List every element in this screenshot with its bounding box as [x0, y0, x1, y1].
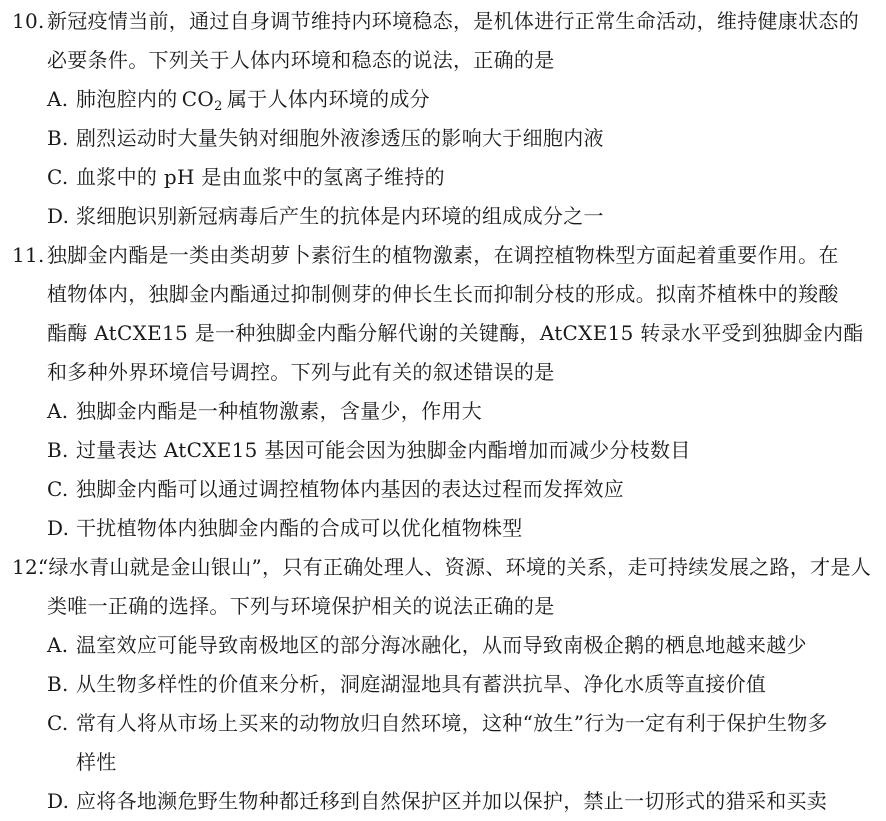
question-11-option-b	[0, 431, 886, 470]
question-11-stem-line-3	[0, 314, 886, 353]
question-10-stem-line-1	[0, 2, 886, 41]
option-text: 常有人将从市场上买来的动物放归自然环境，这种“放生”行为一定有利于保护生物多	[76, 711, 828, 735]
question-12-option-c-continuation	[0, 743, 886, 782]
question-10-stem-line-2	[0, 41, 886, 80]
question-10-option-a	[0, 80, 886, 119]
question-stem-text: 类唯一正确的选择。下列与环境保护相关的说法正确的是	[47, 594, 555, 618]
option-label: A.	[47, 633, 69, 657]
option-label: D.	[47, 516, 70, 540]
option-text: 剧烈运动时大量失钠对细胞外液渗透压的影响大于细胞内液	[76, 126, 604, 150]
question-12-option-b	[0, 665, 886, 704]
question-11-option-a	[0, 392, 886, 431]
question-stem-text: 酯酶 AtCXE15 是一种独脚金内酯分解代谢的关键酶，AtCXE15 转录水平受到独脚金内酯	[47, 321, 864, 345]
option-text: 温室效应可能导致南极地区的部分海冰融化，从而导致南极企鹅的栖息地越来越少	[76, 633, 807, 657]
question-11-option-d	[0, 509, 886, 548]
option-label: A.	[47, 399, 69, 423]
option-label: C.	[47, 477, 69, 501]
question-stem-text: 植物体内，独脚金内酯通过抑制侧芽的伸长生长而抑制分枝的形成。拟南芥植株中的羧酸	[47, 282, 839, 306]
question-number: 11.	[12, 243, 45, 267]
option-text: 应将各地濒危野生物种都迁移到自然保护区并加以保护，禁止一切形式的猎采和买卖	[76, 789, 828, 813]
question-stem-text: “绿水青山就是金山银山”，只有正确处理人、资源、环境的关系，走可持续发展之路，才是人	[38, 555, 872, 579]
option-text: 独脚金内酯可以通过调控植物体内基因的表达过程而发挥效应	[76, 477, 625, 501]
option-label: C.	[47, 711, 69, 735]
question-11-stem-line-4	[0, 353, 886, 392]
question-10-option-b	[0, 119, 886, 158]
option-text: 干扰植物体内独脚金内酯的合成可以优化植物株型	[76, 516, 523, 540]
question-10-option-c	[0, 158, 886, 197]
question-12-option-d	[0, 782, 886, 821]
question-10-option-d	[0, 197, 886, 236]
option-label: D.	[47, 789, 70, 813]
option-label: D.	[47, 204, 70, 228]
option-label: B.	[47, 672, 69, 696]
question-number: 12.	[12, 555, 45, 579]
option-text: 过量表达 AtCXE15 基因可能会因为独脚金内酯增加而减少分枝数目	[76, 438, 691, 462]
option-label: B.	[47, 438, 69, 462]
option-label: A.	[47, 87, 69, 111]
question-11-option-c	[0, 470, 886, 509]
option-text: 浆细胞识别新冠病毒后产生的抗体是内环境的组成成分之一	[76, 204, 604, 228]
option-label: B.	[47, 126, 69, 150]
question-stem-text: 必要条件。下列关于人体内环境和稳态的说法，正确的是	[47, 48, 555, 72]
question-number: 10.	[12, 9, 45, 33]
question-11-stem-line-1	[0, 236, 886, 275]
question-12-option-a	[0, 626, 886, 665]
option-text: 血浆中的 pH 是由血浆中的氢离子维持的	[76, 165, 445, 189]
question-12-stem-line-1	[0, 548, 886, 587]
question-12-stem-line-2	[0, 587, 886, 626]
question-stem-text: 独脚金内酯是一类由类胡萝卜素衍生的植物激素，在调控植物株型方面起着重要作用。在	[47, 243, 839, 267]
question-12-option-c	[0, 704, 886, 743]
question-stem-text: 和多种外界环境信号调控。下列与此有关的叙述错误的是	[47, 360, 555, 384]
option-text: 从生物多样性的价值来分析，洞庭湖湿地具有蓄洪抗旱、净化水质等直接价值	[76, 672, 767, 696]
question-11-stem-line-2	[0, 275, 886, 314]
co2-formula: $CO_2$	[181, 87, 223, 114]
option-text: 肺泡腔内的 $CO_2$ 属于人体内环境的成分	[76, 87, 430, 114]
option-text-continuation: 样性	[76, 750, 117, 774]
question-stem-text: 新冠疫情当前，通过自身调节维持内环境稳态，是机体进行正常生命活动，维持健康状态的	[47, 9, 859, 33]
option-label: C.	[47, 165, 69, 189]
option-text: 独脚金内酯是一种植物激素，含量少，作用大	[76, 399, 482, 423]
